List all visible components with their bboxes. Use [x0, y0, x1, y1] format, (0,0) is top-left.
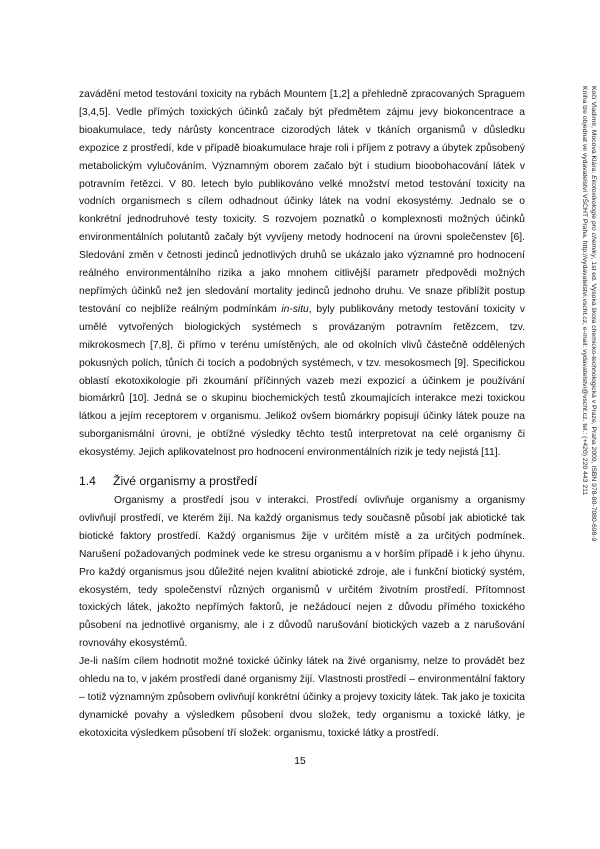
citation-line — [589, 86, 598, 646]
section-heading — [79, 473, 525, 489]
section-paragraph: Organismy a prostředí jsou v interakci. Prostředí ovlivňuje organismy a organismy ovlivňují prostředí, ve kterém žijí. Na každý organismus tedy současně působí jak abiotické tak biotické faktory prostředí. Každý organismus žije v určitém místě a za určitých podmínek. Narušení požadovaných podmínek vede ke stresu organismu a v horším případě i k jeho úhynu. Pro každý organismus jsou důležité nejen kvalitní abiotické zdroje, ale i funkční biotický systém, ekosystém, tedy společenství různých organismů v určitém životním prostředí. Přítomnost toxických látek, jakožto nepřímých faktorů, je nežádoucí nejen z důvodu přímého toxického působení na jednotlivé organismy, ale i z důvodů narušování biotických vazeb a z narušování rovnováhy ekosystémů. — [79, 495, 525, 650]
paragraph — [79, 86, 525, 462]
section-number: 1.4 — [79, 474, 96, 488]
italic-term: in-situ — [281, 303, 309, 315]
section-paragraph: Je-li naším cílem hodnotit možné toxické účinky látek na živé organismy, nelze to provádět bez ohledu na to, v jakém prostředí dané organismy žijí. Vlastnosti prostředí – environmentální faktory – totiž významným způsobem ovlivňují konkrétní účinky a projevy toxicity látek. Tak jako je toxicita dynamické povahy a výsledkem působení dvou složek, tedy organismu a toxické látky, je ekotoxicita výsledkem působení tří složek: organismu, toxické látky a prostředí. — [79, 656, 525, 739]
paragraph-text: zavádění metod testování toxicity na rybách Mountem [1,2] a přehledně zpracovaných Spraguem [3,4,5]. Vedle přímých toxických účinků začaly být předmětem zájmu jevy biokoncentrace a bioakumulace, tedy nárůsty koncentrace cizorodých látek v tkáních organismů v důsledku expozice z prostředí, kde v případě bioakumulace hraje roli i příjem z potravy a úbytek způsobený metabolickým vylučováním. Významným oborem začalo být i studium bioobohacování látek v potravním řetězci. V 80. letech bylo publikováno velké množství metod testování toxicity na vodních organismech s cílem odhadnout účinky látek na vodní ekosystémy. Jednalo se o konkrétní jednodruhové testy toxicity. S rozvojem poznatků o komplexnosti možných účinků environmentálních polutantů začaly být vyvíjeny metody hodnocení na úrovni společenstev [6]. Sledování změn v četnosti jedinců jednotlivých druhů se ukázalo jako významné pro hodnocení reálného environmentálního rizika a jako mnohem citlivější parametr předpovědi možných nepřímých účinků než jen sledování mortality jedinců jednoho druhu. Ve snaze přiblížit postup testování co nejblíže reálným podmínkám — [79, 89, 525, 315]
paragraph-text-continued: , byly publikovány metody testování toxicity v umělé vytvořených biologických systémech s provázaným potravním řetězcem, tzv. mikrokosmech [7,8], či přímo v terénu umístěných, ale od okolních vlivů částečně oddělených pokusných polích, tůních či tocích a podobných systémech, v tzv. mesokosmech [9]. Specifickou oblastí ekotoxikologie při zkoumání příčinných vazeb mezi expozicí a účinkem je používání biomárkrů [10]. Jedná se o skupinu biochemických testů zkoumajících interakce mezi toxickou látkou a jejím receptorem v organismu. Jelikož ovšem biomárkry popisují účinky látek pouze na suborganismální úrovni, je obtížné výsledky těchto testů interpretovat na celé organismy či ekosystémy. Jejich aplikovatelnost pro hodnocení environmentálních rizik je tedy nejistá [11]. — [79, 303, 525, 459]
citation-title: Ekotoxikologie pro chemiky — [590, 175, 597, 258]
section-title: Živé organismy a prostředí — [113, 474, 258, 488]
side-citation-note — [568, 86, 598, 646]
page-number: 15 — [294, 756, 306, 767]
ordering-info-line: Kniha lze objednat ve vydavatelství VŠCHT Praha, http://vydavatelstvi.vscht.cz, e-mail: vydavatelstvi@vscht.cz, tel.: (+420) 220 443 211 — [581, 86, 588, 496]
citation-authors: Kočí Vladimír, Mocová Klára: — [590, 86, 597, 176]
section-body — [79, 492, 525, 743]
citation-publisher: , 1st ed. Vysoká škola chemicko-technologická v Praze, Praha 2009, ISBN 978-80-7080-698-9 — [590, 257, 597, 542]
body-text-block — [79, 86, 525, 462]
